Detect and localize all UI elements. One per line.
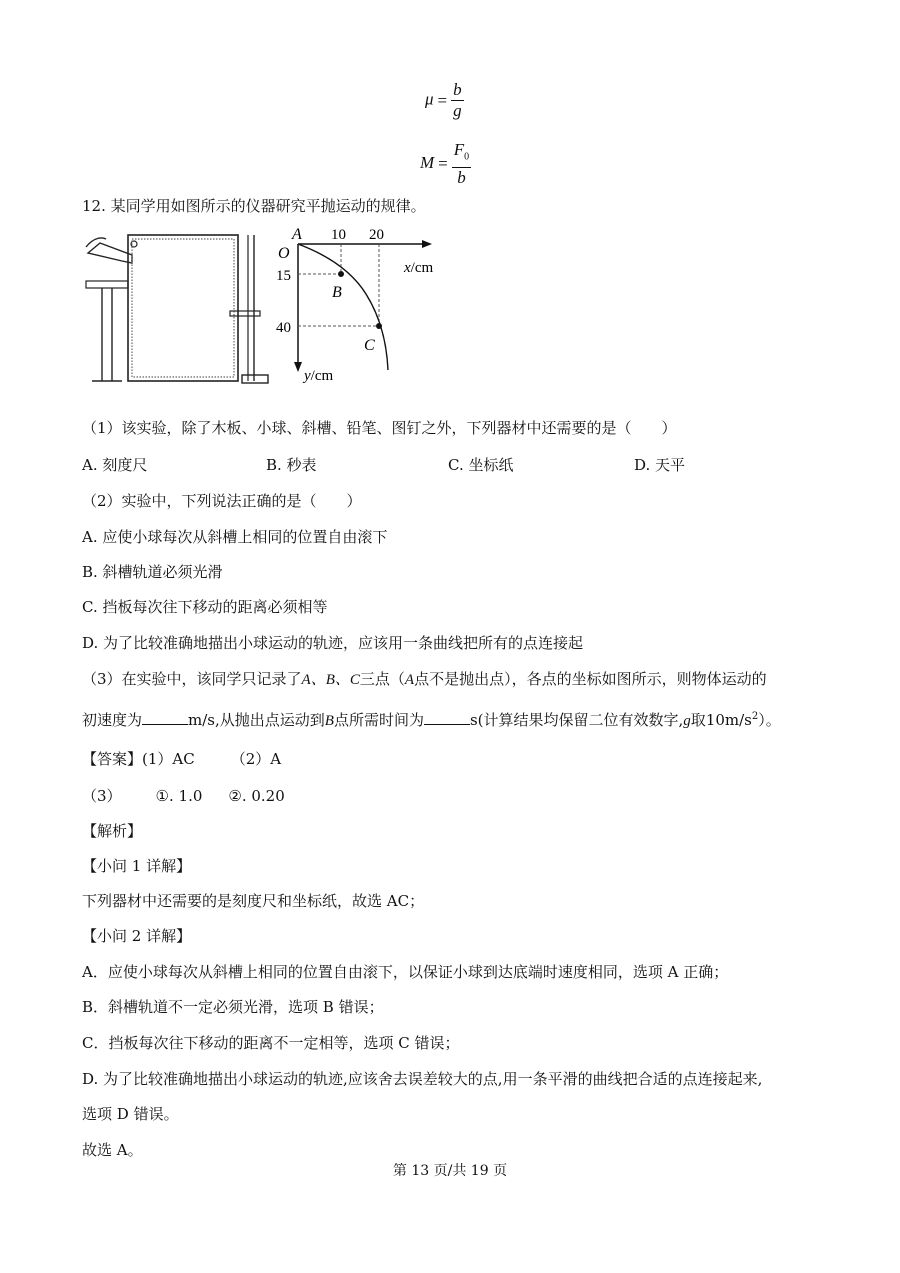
part1-option-a: A. 刻度尺: [82, 456, 148, 474]
analysis-sub2-line-c: C．挡板每次往下移动的距离不一定相等，选项 C 错误；: [82, 1034, 460, 1052]
point-C-dot: [376, 323, 382, 329]
answer-label: 【答案】: [82, 750, 143, 768]
page-number: 第 13 页/共 19 页: [392, 1163, 508, 1179]
formula-M-lhs: M: [420, 153, 435, 173]
x-tick-20: 20: [369, 227, 384, 243]
y-tick-40: 40: [276, 320, 291, 336]
formula-M-numerator: $F_0$: [453, 140, 470, 163]
analysis-sub2-line-a: A．应使小球每次从斜槽上相同的位置自由滚下，以保证小球到达底端时速度相同，选项 A 正确；: [82, 963, 729, 981]
formula-mu-lhs: μ: [425, 89, 434, 109]
velocity-blank[interactable]: [142, 710, 188, 725]
answer-line2: （3） ①. 1.0 ②. 0.20: [82, 787, 285, 805]
x-axis-label: x/cm: [404, 260, 434, 276]
answer-line1: 【答案】(1）AC （2）A: [82, 750, 282, 768]
part1-option-c: C. 坐标纸: [448, 456, 514, 474]
part1-option-d: D. 天平: [634, 456, 686, 474]
part2-option-c: C. 挡板每次往下移动的距离必须相等: [82, 598, 328, 616]
formula-mu-denominator: g: [453, 101, 462, 120]
part2-option-a: A. 应使小球每次从斜槽上相同的位置自由滚下: [82, 528, 388, 546]
origin-label: O: [278, 245, 290, 262]
point-B-dot: [338, 271, 344, 277]
point-C-label: C: [364, 337, 375, 354]
analysis-sub2-line-b: B．斜槽轨道不一定必须光滑，选项 B 错误；: [82, 998, 384, 1016]
question-stem: 12. 某同学用如图所示的仪器研究平抛运动的规律。: [82, 197, 426, 215]
y-tick-15: 15: [276, 268, 291, 284]
analysis-label: 【解析】: [82, 822, 143, 840]
part3-line1: （3）在实验中，该同学只记录了A、B、C三点（A点不是抛出点），各点的坐标如图所示，则物体运动的: [82, 670, 767, 688]
formula-mu: [425, 80, 464, 121]
formula-mu-eq: =: [437, 90, 448, 110]
point-A-label: A: [292, 226, 302, 243]
formula-M-fraction: [452, 140, 471, 188]
apparatus-figure: [82, 225, 272, 387]
formula-mu-numerator: b: [453, 80, 462, 99]
part2-option-b: B. 斜槽轨道必须光滑: [82, 563, 223, 581]
time-blank[interactable]: [424, 710, 470, 725]
analysis-sub2-line-d: D. 为了比较准确地描出小球运动的轨迹,应该舍去误差较大的点,用一条平滑的曲线把合适的点连接起来,: [82, 1070, 763, 1088]
part1-option-b: B. 秒表: [266, 456, 317, 474]
point-B-label: B: [332, 284, 342, 301]
formula-M-eq: =: [438, 154, 448, 174]
coordinate-figure: [276, 222, 456, 384]
y-axis-label: y/cm: [304, 368, 334, 384]
analysis-sub1-title: 【小问 1 详解】: [82, 857, 192, 875]
analysis-conclusion: 故选 A。: [82, 1141, 143, 1159]
formula-mu-fraction: [451, 80, 464, 121]
part2-stem: （2）实验中，下列说法正确的是（ ）: [82, 492, 362, 510]
formula-M-denominator: b: [457, 168, 466, 188]
analysis-sub1-text: 下列器材中还需要的是刻度尺和坐标纸，故选 AC；: [82, 892, 425, 910]
analysis-sub2-line-d-cont: 选项 D 错误。: [82, 1105, 179, 1123]
x-tick-10: 10: [331, 227, 346, 243]
part1-options: [82, 454, 782, 476]
formula-M: [420, 140, 471, 188]
part2-option-d: D. 为了比较准确地描出小球运动的轨迹，应该用一条曲线把所有的点连接起: [82, 634, 584, 652]
part3-line2: 初速度为 m/s,从抛出点运动到B点所需时间为 s(计算结果均保留二位有效数字,g取$10m/s^2$）。: [82, 711, 781, 729]
part1-stem: （1）该实验，除了木板、小球、斜槽、铅笔、图钉之外，下列器材中还需要的是（ ）: [82, 419, 677, 437]
analysis-sub2-title: 【小问 2 详解】: [82, 927, 192, 945]
